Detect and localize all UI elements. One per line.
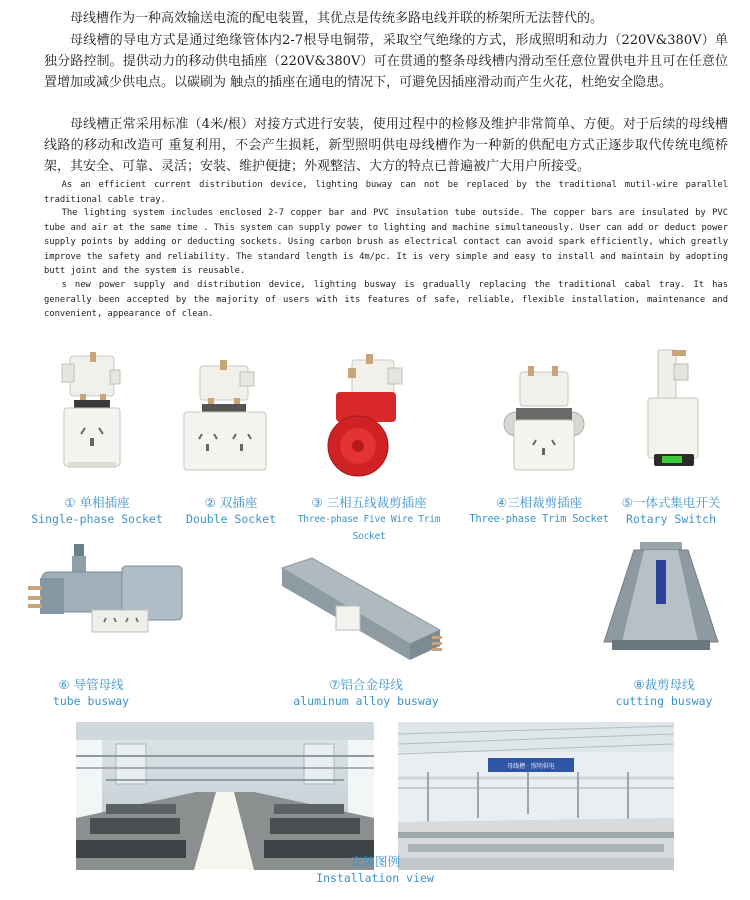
intro-en-paragraph-2: The lighting system includes enclosed 2-7 copper bar and PVC insulation tube outside. The copper bars are insulated by PVC tube and air at the same time . This system can supply power to lighting and machine simultaneously. User can add or deduct power supply points by adding or deducting sockets. Using carbon brush as electrical contact can avoid spark efficiently, which greatly improve the safety and reliability. The standard length is 4m/pc. It is very simple and easy to install and maintain by adopting butt joint and the system is reusable. — [44, 208, 728, 276]
aluminum-alloy-busway-image — [272, 556, 452, 666]
caption-en: cutting busway — [615, 694, 713, 708]
caption-zh: ⑤一体式集电开关 — [621, 495, 721, 510]
product-caption-2 — [176, 494, 286, 528]
single-phase-socket-image — [52, 350, 132, 480]
caption-en: Double Socket — [185, 512, 276, 526]
three-phase-five-wire-socket-image — [318, 350, 414, 485]
caption-zh: ② 双插座 — [204, 495, 258, 510]
caption-zh: ③ 三相五线裁剪插座 — [311, 495, 427, 510]
installation-photo-workshop — [76, 722, 374, 870]
caption-en: Three-phase Five Wire Trim Socket — [297, 514, 441, 542]
photo-sign-text: 母线槽 · 照明供电 — [507, 763, 555, 770]
caption-zh: ⑦铝合金母线 — [329, 677, 403, 692]
caption-en: tube busway — [52, 694, 130, 708]
installation-caption-en: Installation view — [316, 871, 434, 885]
caption-zh: ⑧裁剪母线 — [633, 677, 695, 692]
intro-zh-paragraph-2: 母线槽的导电方式是通过绝缘管体内2-7根导电铜带，采取空气绝缘的方式，形成照明和动力（220V&380V）单独分路控制。提供动力的移动供电插座（220V&380V）可在贯通的整条母线槽内滑动至任意位置供电并且可在任意位置增加或减少供电点。以碳刷为 触点的插座在通电的情况下，可避免因插座滑动而产生火花，杜绝安全隐患。 — [44, 33, 728, 90]
rotary-switch-image — [636, 346, 712, 474]
three-phase-trim-socket-image — [498, 362, 590, 482]
intro-en-paragraph-1: As an efficient current distribution device, lighting buway can not be replaced by the traditional mutil-wire parallel traditional cable tray. — [44, 180, 728, 205]
product-caption-5 — [608, 494, 734, 528]
installation-caption-zh: 安装图例 — [349, 854, 400, 869]
product-caption-3 — [282, 494, 456, 545]
product-caption-6 — [22, 676, 160, 710]
installation-photo-factory-hall — [398, 722, 674, 870]
product-caption-4 — [466, 494, 612, 528]
caption-en: Single-phase Socket — [31, 512, 163, 526]
product-caption-1 — [22, 494, 172, 528]
caption-zh: ④三相裁剪插座 — [495, 495, 583, 510]
double-socket-image — [178, 358, 270, 480]
intro-zh-paragraph-1: 母线槽作为一种高效输送电流的配电装置，其优点是传统多路电线并联的桥架所无法替代的。 — [70, 11, 604, 26]
intro-en-paragraph-3: s new power supply and distribution device, lighting busway is gradually replacing the traditional cabal tray. It has generally been accepted by the majority of users with its features of safe, reliable, flexible installation, maintenance and convenient, appearance of clean. — [44, 280, 728, 319]
product-caption-8 — [596, 676, 732, 710]
installation-caption — [290, 854, 460, 886]
intro-zh-paragraph-3: 母线槽正常采用标准（4米/根）对接方式进行安装，使用过程中的检修及维护非常简单、方便。对于后续的母线槽线路的移动和改造可 重复利用，不会产生损耗，新型照明供电母线槽作为一种新的供配电方式正逐步取代传统电缆桥架，其安全、可靠、灵活；安装、维护便捷；外观整洁、大方的特点已普遍被广大用户所接受。 — [44, 117, 728, 174]
caption-zh: ⑥ 导管母线 — [58, 677, 124, 692]
caption-en: Three-phase Trim Socket — [469, 513, 609, 525]
caption-en: Rotary Switch — [625, 512, 716, 526]
caption-zh: ① 单相插座 — [64, 495, 130, 510]
caption-en: aluminum alloy busway — [293, 694, 439, 708]
cutting-busway-image — [598, 538, 722, 666]
product-caption-7 — [276, 676, 456, 710]
tube-busway-image — [22, 542, 190, 638]
